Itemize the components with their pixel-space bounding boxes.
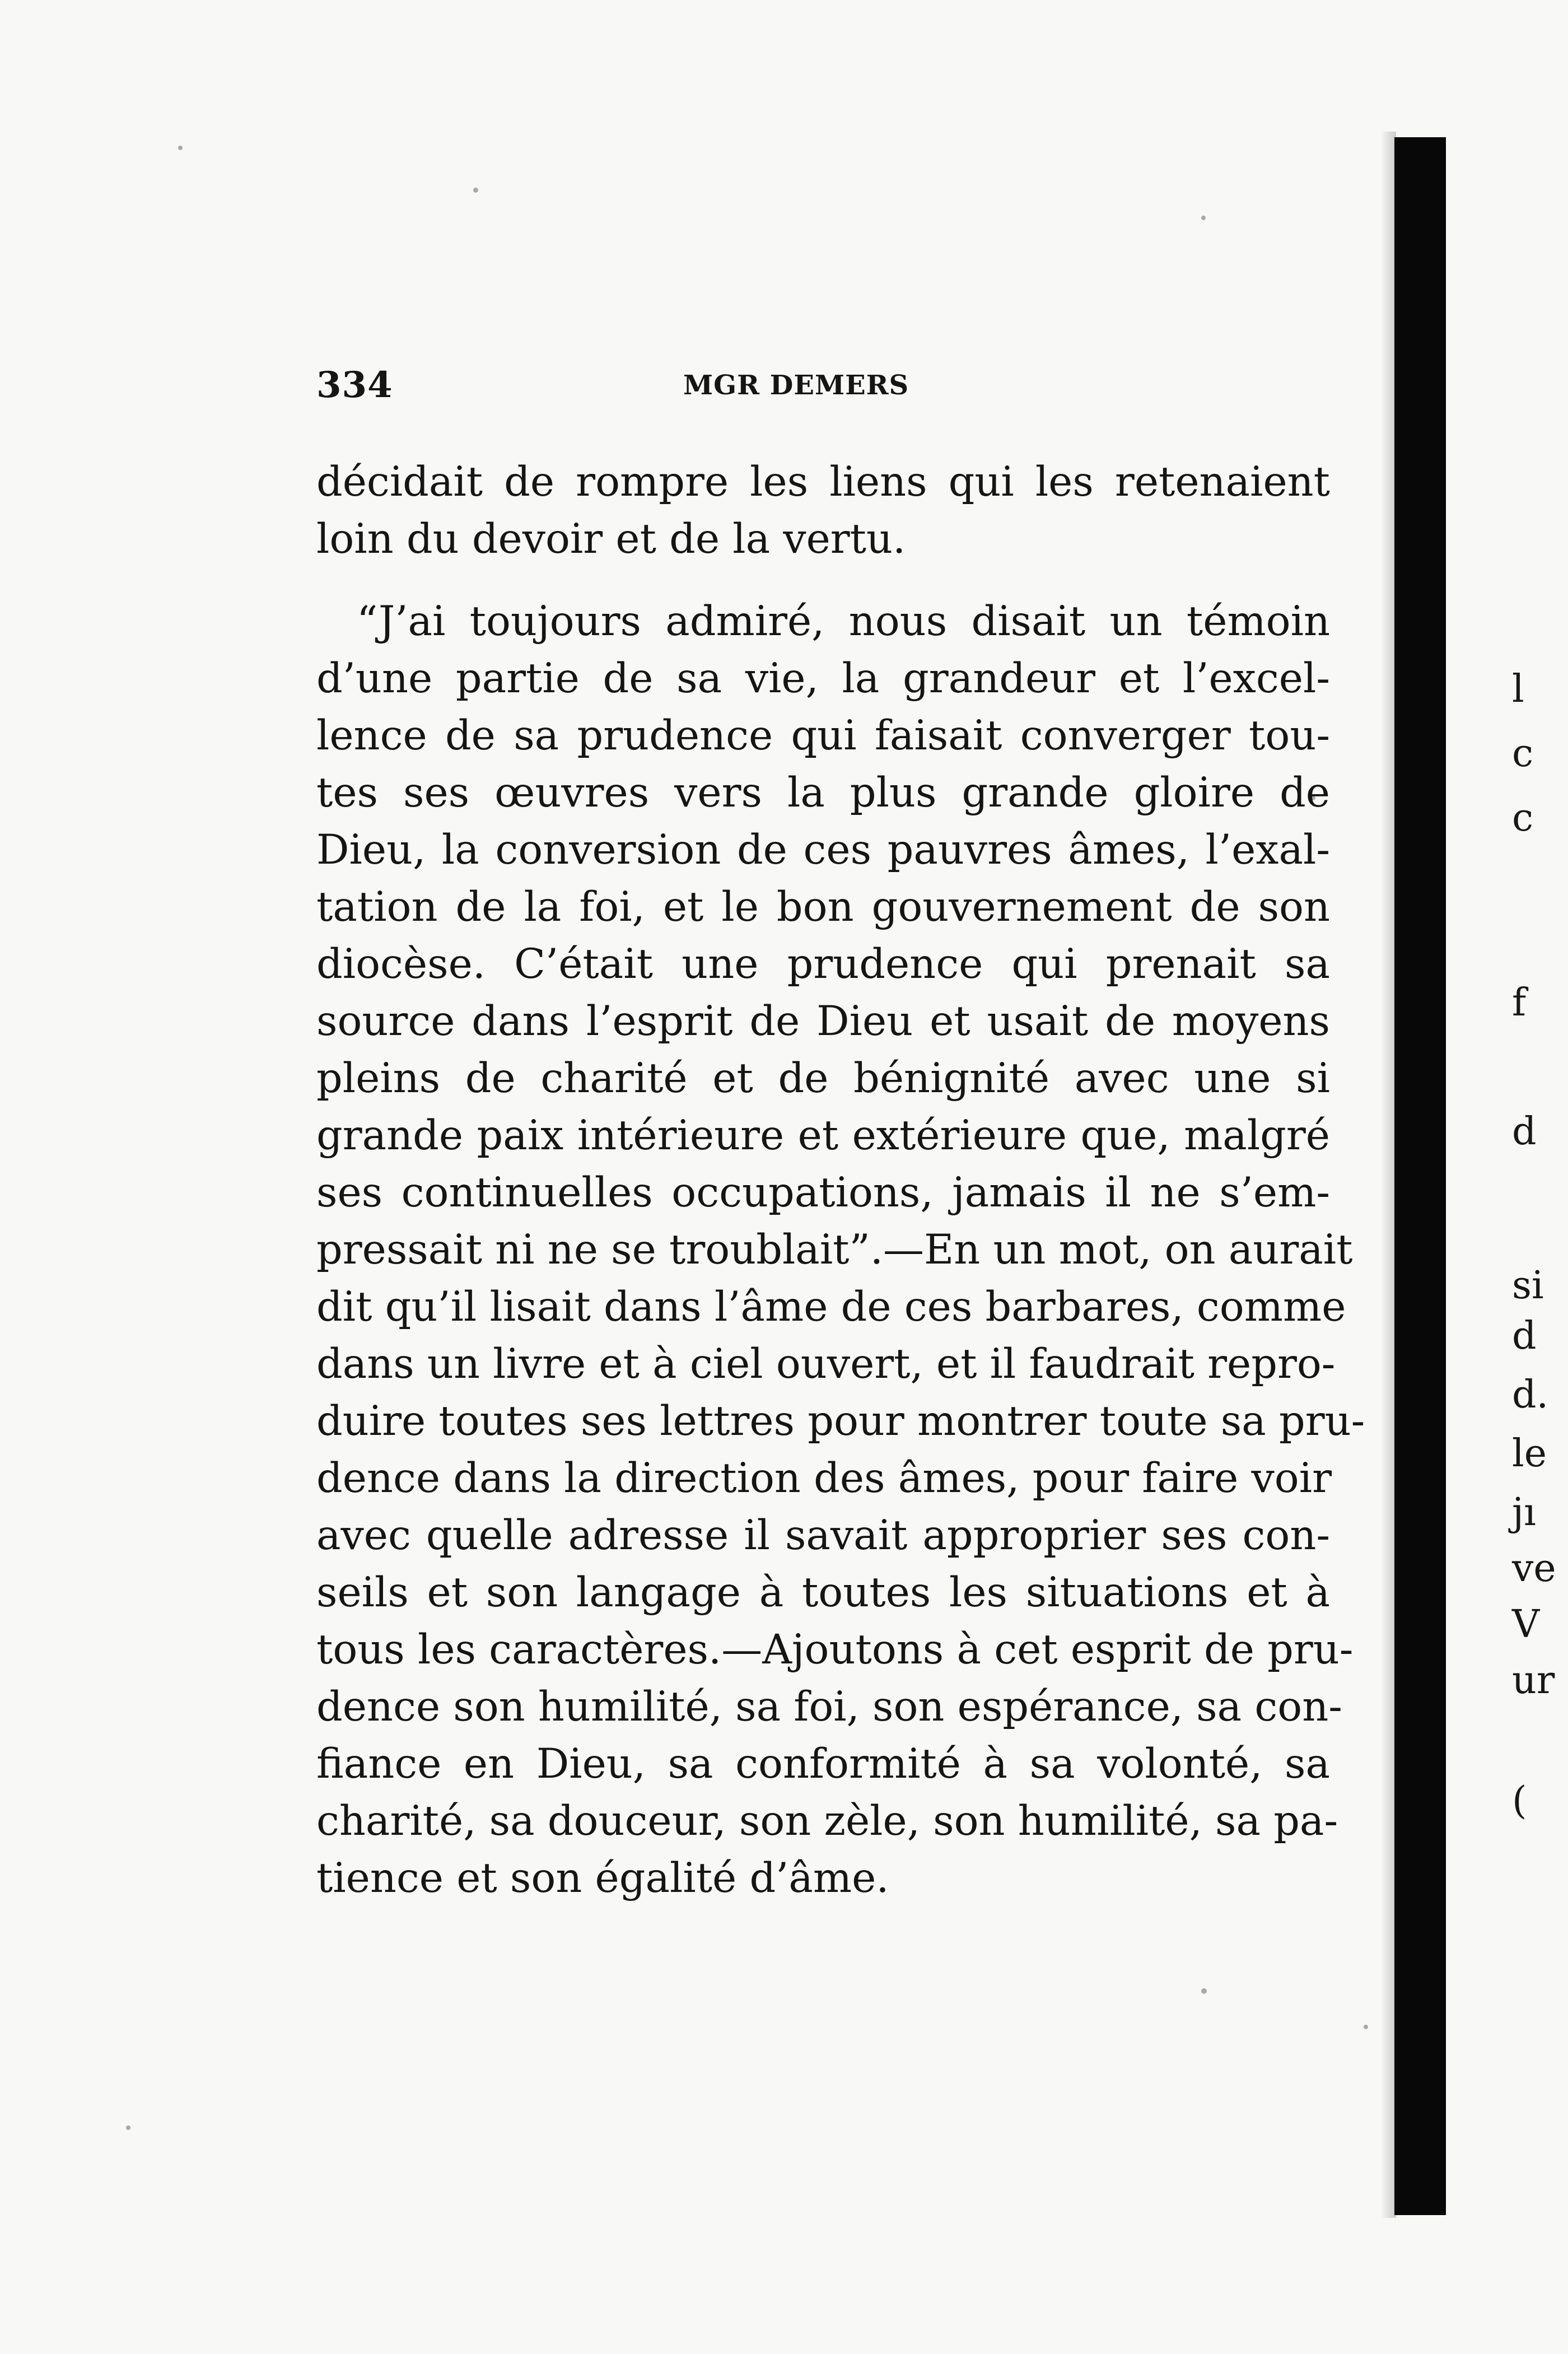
text-line: grande paix intérieure et extérieure que, malgré [316, 1112, 1330, 1159]
text-line: d’une partie de sa vie, la grandeur et l’excel- [316, 655, 1330, 702]
paper-speck [1310, 795, 1315, 800]
text-line: décidait de rompre les liens qui les retenaient [316, 458, 1330, 506]
text-line: dans un livre et à ciel ouvert, et il faudrait repro- [316, 1340, 1336, 1388]
facing-page-fragment: c [1512, 796, 1534, 840]
paper-speck [1364, 2025, 1368, 2029]
paper-speck [178, 146, 183, 150]
page-number: 334 [316, 364, 393, 406]
text-line: seils et son langage à toutes les situations et à [316, 1569, 1330, 1616]
text-line: source dans l’esprit de Dieu et usait de moyens [316, 997, 1330, 1045]
body-text [316, 454, 1365, 1907]
text-line: pressait ni ne se troublait”.—En un mot, on aurait [316, 1226, 1353, 1274]
paper-speck [1201, 1988, 1207, 1994]
text-line: diocèse. C’était une prudence qui prenait sa [316, 940, 1330, 988]
gutter-shadow [1394, 137, 1446, 2215]
text-line: tous les caractères.—Ajoutons à cet esprit de pru- [316, 1626, 1354, 1674]
facing-page-fragment: d [1512, 1110, 1537, 1154]
paragraph-gap [316, 568, 1330, 593]
paper-speck [473, 188, 478, 193]
facing-page-fragment: ( [1512, 1779, 1527, 1823]
facing-page-fragment: ve [1512, 1546, 1556, 1591]
paper-speck [126, 2125, 130, 2130]
facing-page-fragment: ur [1512, 1658, 1555, 1703]
facing-page-fragment: le [1512, 1432, 1547, 1476]
text-line: tience et son égalité d’âme. [316, 1854, 889, 1902]
text-line: dence dans la direction des âmes, pour faire voir [316, 1455, 1332, 1502]
text-line: pleins de charité et de bénignité avec une si [316, 1055, 1330, 1102]
text-line: ses continuelles occupations, jamais il ne s’em- [316, 1169, 1330, 1216]
facing-page-fragment: si [1512, 1264, 1544, 1308]
text-line: duire toutes ses lettres pour montrer toute sa pru- [316, 1397, 1365, 1445]
facing-page-fragment: l [1512, 667, 1524, 711]
facing-page-fragment: d. [1512, 1373, 1549, 1417]
facing-page-fragments [1512, 661, 1568, 1865]
paper-speck [1201, 216, 1206, 220]
text-line: dit qu’il lisait dans l’âme de ces barbares, comme [316, 1283, 1346, 1331]
text-line: loin du devoir et de la vertu. [316, 515, 906, 563]
text-line: fiance en Dieu, sa conformité à sa volonté, sa [316, 1740, 1330, 1788]
text-line: “J’ai toujours admiré, nous disait un témoin [357, 598, 1330, 645]
facing-page-fragment: jı [1512, 1490, 1536, 1535]
facing-page-fragment: c [1512, 731, 1534, 776]
running-head: MGR DEMERS [683, 370, 909, 401]
text-line: charité, sa douceur, son zèle, son humilité, sa pa- [316, 1797, 1338, 1845]
text-line: avec quelle adresse il savait approprier ses con- [316, 1512, 1330, 1559]
text-line: Dieu, la conversion de ces pauvres âmes, l’exal- [316, 826, 1330, 874]
text-line: dence son humilité, sa foi, son espérance, sa con- [316, 1683, 1342, 1731]
facing-page-fragment: f [1512, 981, 1527, 1025]
gutter-fade [1380, 132, 1396, 2218]
text-line: lence de sa prudence qui faisait converger tou- [316, 712, 1330, 759]
text-line: tes ses œuvres vers la plus grande gloire de [316, 769, 1330, 817]
page-header [316, 364, 1324, 414]
facing-page-fragment: V [1512, 1602, 1540, 1647]
facing-page-fragment: d [1512, 1314, 1537, 1358]
text-line: tation de la foi, et le bon gouvernement de son [316, 883, 1330, 931]
